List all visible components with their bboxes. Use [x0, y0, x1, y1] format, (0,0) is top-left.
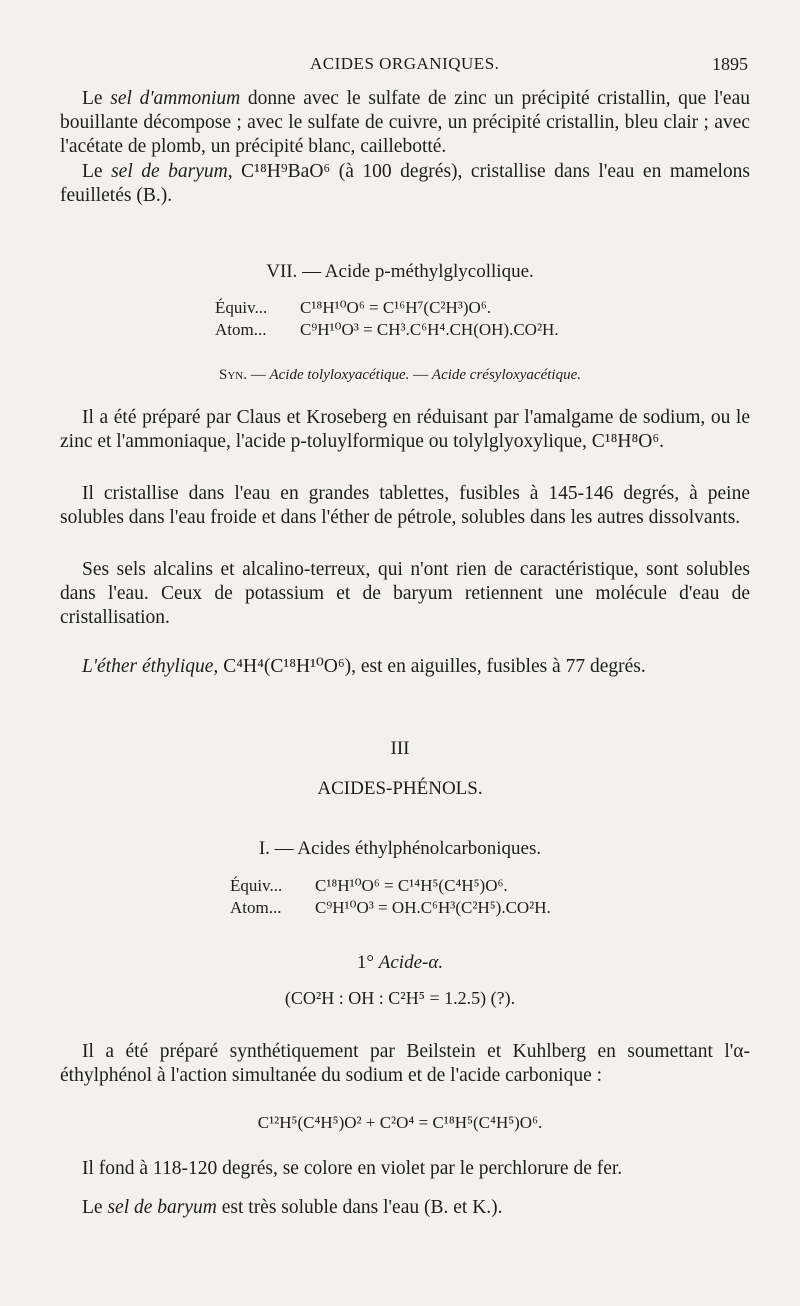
syn-label: Syn. [218, 367, 247, 383]
section-heading-vii: VII. — Acide p-méthylglycollique. [266, 261, 534, 282]
acid-alpha-name: Acide-α. [378, 952, 444, 973]
synonym-tolyloxyacetique: Acide tolyloxyacétique. [269, 367, 410, 383]
acid-alpha-heading [0, 952, 800, 974]
part-title: ACIDES-PHÉNOLS. [317, 778, 483, 799]
equiv-label: Équiv... [230, 876, 283, 895]
paragraph-salts: Ses sels alcalins et alcalino-terreux, qui n'ont rien de caractéristique, sont solubles dans l'eau. Ceux de potassium et de baryum retiennent une molécule d'eau de cristallisation. [60, 559, 750, 628]
paragraph-crystallisation: Il cristallise dans l'eau en grandes tablettes, fusibles à 145-146 degrés, à peine solubles dans l'eau froide et dans l'éther de pétrole, solubles dans les autres dissolvants. [60, 483, 750, 528]
synonyms-line: Syn. — Acide tolyloxyacétique. — Acide crésyloxyacétique. [218, 367, 581, 383]
term-barium-salt: sel de baryum, [111, 161, 233, 182]
part-number: III [390, 738, 410, 759]
formula-block-i [230, 875, 551, 919]
paragraph-barium-salt: Le sel de baryum, C¹⁸H⁹BaO⁶ (à 100 degrés), cristallise dans l'eau en mamelons feuilletés (B.). [60, 161, 750, 206]
page-number: 1895 [712, 54, 748, 74]
atom-formula: C⁹H¹⁰O³ = OH.C⁶H³(C²H⁵).CO²H. [315, 898, 551, 917]
term-barium-salt-alpha: sel de baryum [107, 1197, 217, 1218]
acid-alpha-formula: (CO²H : OH : C²H⁵ = 1.2.5) (?). [284, 988, 516, 1008]
page-header [0, 54, 800, 78]
running-title: ACIDES ORGANIQUES. [310, 54, 500, 73]
paragraph-preparation: Il a été préparé par Claus et Kroseberg en réduisant par l'amalgame de sodium, ou le zinc et l'ammoniaque, l'acide p-toluylformique ou tolylglyoxylique, C¹⁸H⁸O⁶. [60, 407, 750, 452]
reaction-equation: C¹²H⁵(C⁴H⁵)O² + C²O⁴ = C¹⁸H⁵(C⁴H⁵)O⁶. [257, 1113, 543, 1132]
atom-label: Atom... [215, 320, 267, 339]
paragraph-barium-salt-alpha: Le sel de baryum est très soluble dans l'eau (B. et K.). [82, 1197, 503, 1218]
paragraph-melting: Il fond à 118-120 degrés, se colore en violet par le perchlorure de fer. [82, 1158, 623, 1179]
term-ethyl-ether: L'éther éthylique, [82, 656, 219, 677]
formula-barium-salt: C¹⁸H⁹BaO⁶ [241, 161, 331, 182]
equiv-label: Équiv... [215, 298, 268, 317]
paragraph-synthesis: Il a été préparé synthétiquement par Beilstein et Kuhlberg en soumettant l'α-éthylphénol à l'action simultanée du sodium et de l'acide carbonique : [60, 1041, 750, 1086]
equiv-formula: C¹⁸H¹⁰O⁶ = C¹⁴H⁵(C⁴H⁵)O⁶. [315, 876, 508, 895]
equiv-formula: C¹⁸H¹⁰O⁶ = C¹⁶H⁷(C²H³)O⁶. [300, 298, 491, 317]
atom-label: Atom... [230, 898, 282, 917]
term-ammonium-salt: sel d'ammonium [110, 88, 241, 109]
atom-formula: C⁹H¹⁰O³ = CH³.C⁶H⁴.CH(OH).CO²H. [300, 320, 559, 339]
formula-block-vii [215, 297, 559, 341]
synonym-cresyloxyacetique: Acide crésyloxyacétique. [431, 367, 581, 383]
paragraph-ethyl-ether: L'éther éthylique, C⁴H⁴(C¹⁸H¹⁰O⁶), est en aiguilles, fusibles à 77 degrés. [82, 656, 646, 677]
section-heading-i: I. — Acides éthylphénolcarboniques. [258, 838, 542, 859]
paragraph-ammonium-salt: Le sel d'ammonium donne avec le sulfate de zinc un précipité cristallin, que l'eau bouillante décompose ; avec le sulfate de cuivre, un précipité cristallin, bleu clair ; avec l'acétate de plomb, un précipité blanc, caillebotté. [60, 88, 750, 157]
acid-alpha-number: 1° [356, 952, 375, 973]
